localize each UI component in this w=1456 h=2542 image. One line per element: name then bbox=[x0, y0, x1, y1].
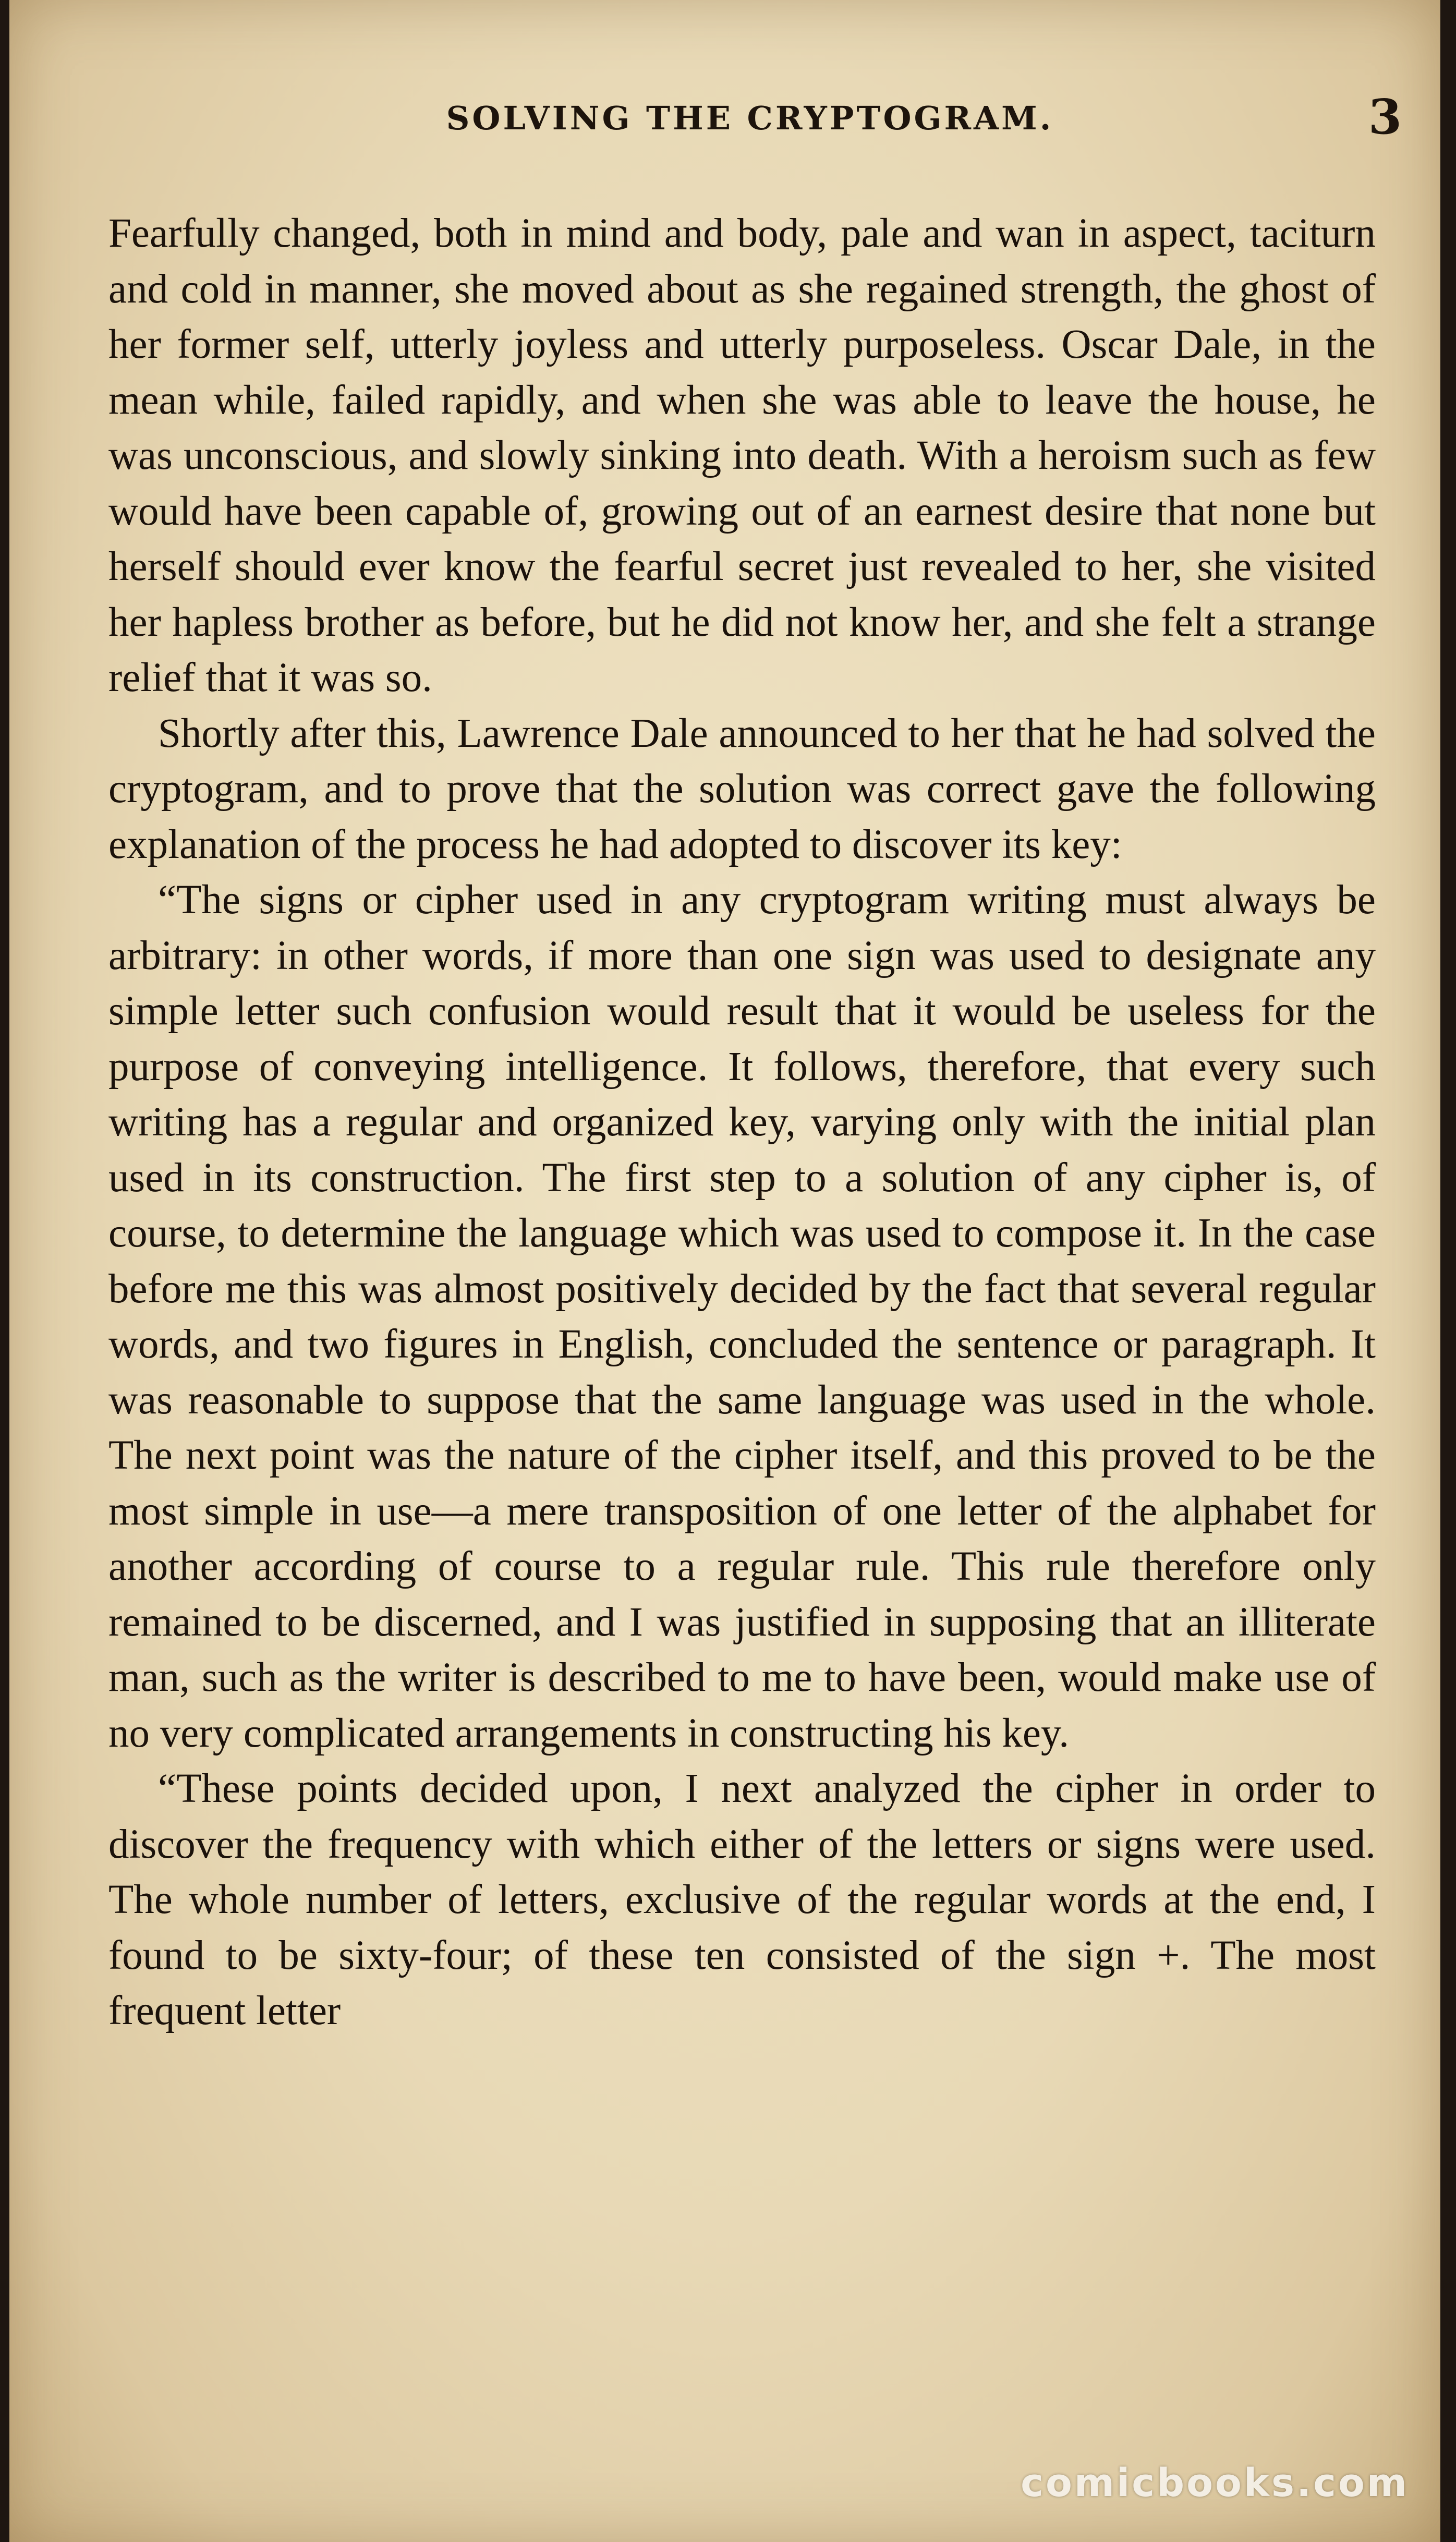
paragraph-3: “The signs or cipher used in any cryptogram writing must always be arbitrary: in other words, if more than one sign was used to designate any simple letter such confusion would result that it would be useless for the purpose of conveying intelligence. It follows, therefore, that every such writing has a regular and organized key, varying only with the initial plan used in its construction. The first step to a solution of any cipher is, of course, to determine the language which was used to compose it. In the case before me this was almost positively decided by the fact that several regular words, and two figures in English, concluded the sentence or paragraph. It was reasonable to suppose that the same language was used in the whole. The next point was the nature of the cipher itself, and this proved to be the most simple in use—a mere transposition of one letter of the alphabet for another according of course to a regular rule. This rule therefore only remained to be discerned, and I was justified in supposing that an illiterate man, such as the writer is described to me to have been, would make use of no very complicated arrangements in constructing his key. bbox=[108, 877, 1376, 1756]
paragraph-4: “These points decided upon, I next analyzed the cipher in order to discover the frequency with which either of the letters or signs were used. The whole number of letters, exclusive of the regular words at the end, I found to be sixty-four; of these ten consisted of the sign +. The most frequent letter bbox=[108, 1766, 1376, 2033]
body-text bbox=[108, 206, 1376, 2039]
paragraph-2: Shortly after this, Lawrence Dale announced to her that he had solved the cryptogram, and to prove that the solution was correct gave the following explanation of the process he had adopted to discover its key: bbox=[108, 710, 1376, 867]
book-page bbox=[9, 0, 1440, 2542]
running-head: SOLVING THE CRYPTOGRAM. bbox=[446, 99, 1054, 137]
paragraph-1: Fearfully changed, both in mind and body, pale and wan in aspect, taciturn and cold in manner, she moved about as she regained strength, the ghost of her former self, utterly joyless and utterly purposeless. Oscar Dale, in the mean while, failed rapidly, and when she was able to leave the house, he was unconscious, and slowly sinking into death. With a heroism such as few would have been capable of, growing out of an earnest desire that none but herself should ever know the fearful secret just revealed to her, she visited her hapless brother as before, but he did not know her, and she felt a strange relief that it was so. bbox=[108, 211, 1376, 700]
page-header bbox=[114, 89, 1402, 151]
page-number: 3 bbox=[1368, 89, 1402, 145]
site-watermark: comicbooks.com bbox=[1021, 2461, 1409, 2505]
